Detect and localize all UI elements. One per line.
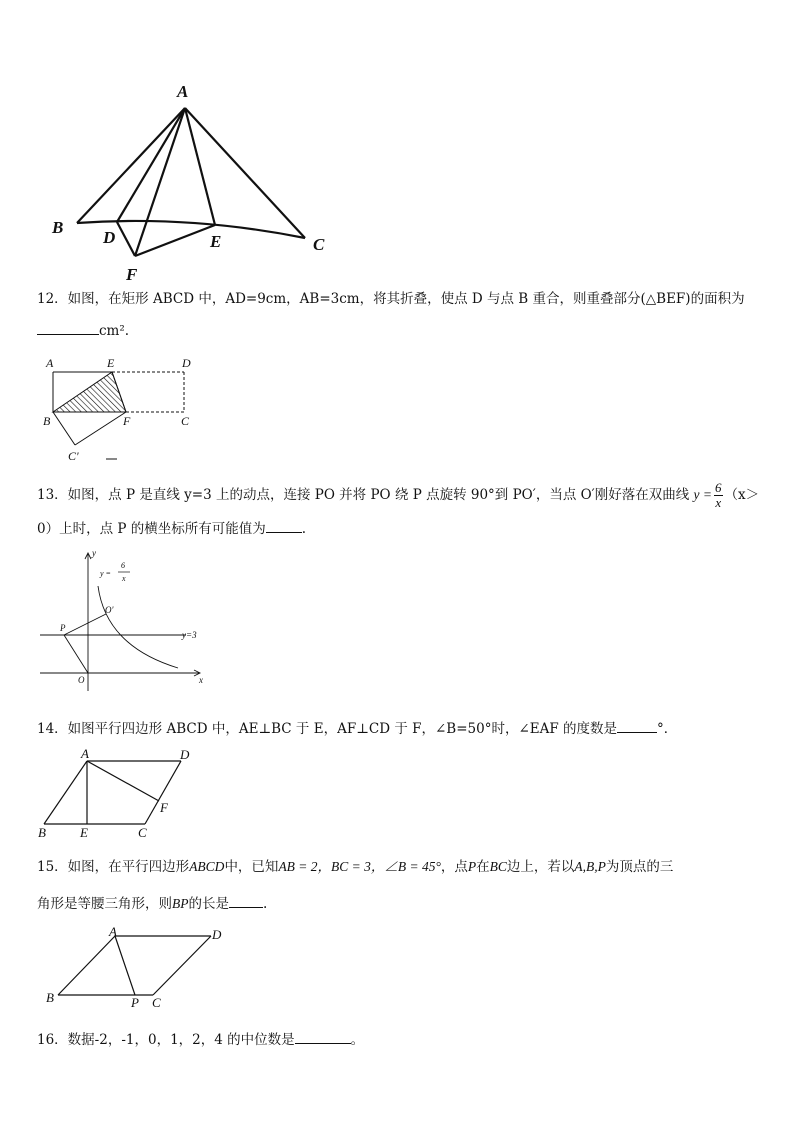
- question-15-text-e: 边上，若以: [506, 859, 575, 875]
- label-D: D: [182, 356, 191, 370]
- label-D: D: [212, 927, 222, 942]
- label-A: A: [46, 356, 54, 370]
- question-15-text-f: 为顶点的三: [605, 859, 674, 875]
- question-13-line2: [37, 518, 306, 539]
- question-15-text-a: 15．如图，在平行四边形: [37, 859, 190, 875]
- term-abcd: ABCD: [189, 859, 225, 874]
- label-D: D: [103, 228, 116, 247]
- question-12-line2: [37, 320, 129, 341]
- figure-q12: [38, 352, 208, 467]
- label-C-prime: C': [68, 449, 79, 463]
- label-B: B: [52, 218, 64, 237]
- label-F: F: [126, 265, 138, 284]
- question-14-text: 14．如图平行四边形 ABCD 中，AE⊥BC 于 E，AF⊥CD 于 F，∠B=50°时，∠EAF 的度数是: [37, 721, 618, 737]
- question-13-line1: [37, 481, 759, 510]
- question-16-suffix: 。: [350, 1032, 365, 1048]
- label-C: C: [181, 414, 190, 428]
- question-15-line2-b: 的长是: [188, 896, 229, 912]
- question-15-line2-a: 角形是等腰三角形，则: [37, 896, 172, 912]
- term-bp: BP: [172, 896, 189, 911]
- answer-blank-15[interactable]: [229, 893, 263, 908]
- label-B: B: [38, 825, 46, 840]
- equation-y: y =: [693, 487, 713, 502]
- curve-label-num: 6: [121, 561, 125, 570]
- question-12-text: 12．如图，在矩形 ABCD 中，AD=9cm，AB=3cm，将其折叠，使点 D 与点 B 重合，则重叠部分(△BEF)的面积为: [37, 291, 745, 307]
- question-16-line1: [37, 1029, 364, 1050]
- question-13-text-c: 0）上时，点 P 的横坐标所有可能值为: [37, 521, 266, 537]
- label-P: P: [131, 995, 139, 1010]
- label-B: B: [46, 990, 54, 1005]
- figure-q15: [36, 922, 236, 1012]
- curve-label-y: y =: [100, 569, 111, 578]
- label-C: C: [152, 995, 161, 1010]
- label-E: E: [210, 232, 222, 251]
- question-12-line1: [37, 289, 745, 309]
- question-15-line2-c: .: [263, 896, 268, 912]
- label-E: E: [107, 356, 115, 370]
- label-E: E: [80, 825, 88, 840]
- label-F: F: [123, 414, 131, 428]
- figure-q13: [36, 546, 216, 696]
- label-C: C: [313, 235, 325, 254]
- answer-blank-14[interactable]: [617, 718, 657, 733]
- figure-q11: [40, 75, 350, 290]
- label-C: C: [138, 825, 147, 840]
- term-bc: BC: [489, 859, 507, 874]
- question-13-text-b: （x＞: [724, 487, 760, 503]
- question-13-text-a: 13．如图，点 P 是直线 y=3 上的动点，连接 PO 并将 PO 绕 P 点旋转 90°到 PO′，当点 O′刚好落在双曲线: [37, 487, 690, 503]
- label-A: A: [81, 746, 89, 761]
- axis-label-y: y: [92, 548, 96, 558]
- fraction-denominator: x: [715, 495, 722, 510]
- label-O-prime: O': [105, 605, 114, 615]
- question-12-unit: cm².: [99, 323, 130, 339]
- label-P: P: [60, 623, 66, 633]
- answer-blank-16[interactable]: [295, 1029, 351, 1044]
- term-p: P: [467, 859, 477, 874]
- equation-fraction: [714, 481, 723, 510]
- question-14-suffix: °．: [657, 721, 678, 737]
- label-O: O: [78, 675, 85, 685]
- label-B: B: [43, 414, 51, 428]
- answer-blank-13[interactable]: [266, 518, 302, 533]
- figure-q14: [36, 746, 226, 841]
- line-label-y3: y=3: [182, 630, 197, 640]
- term-abp: A,B,P: [574, 859, 606, 874]
- question-14-line1: [37, 718, 677, 739]
- axis-label-x: x: [199, 675, 203, 685]
- answer-blank-12[interactable]: [37, 320, 99, 335]
- question-15-text-b: 中，已知: [224, 859, 279, 875]
- question-15-line2: [37, 893, 267, 914]
- question-15-text-c: ，点: [440, 859, 468, 875]
- label-D: D: [180, 747, 190, 762]
- term-conditions: AB = 2，BC = 3，∠B = 45°: [278, 859, 441, 874]
- curve-label-den: x: [122, 574, 126, 583]
- question-16-text: 16．数据-2，-1，0，1，2，4 的中位数是: [37, 1032, 295, 1048]
- fraction-numerator: 6: [715, 480, 722, 495]
- question-15-text-d: 在: [476, 859, 490, 875]
- label-A: A: [109, 924, 117, 939]
- question-15-line1: [37, 857, 673, 877]
- label-A: A: [177, 82, 189, 101]
- question-13-text-d: .: [301, 521, 307, 537]
- label-F: F: [160, 800, 168, 815]
